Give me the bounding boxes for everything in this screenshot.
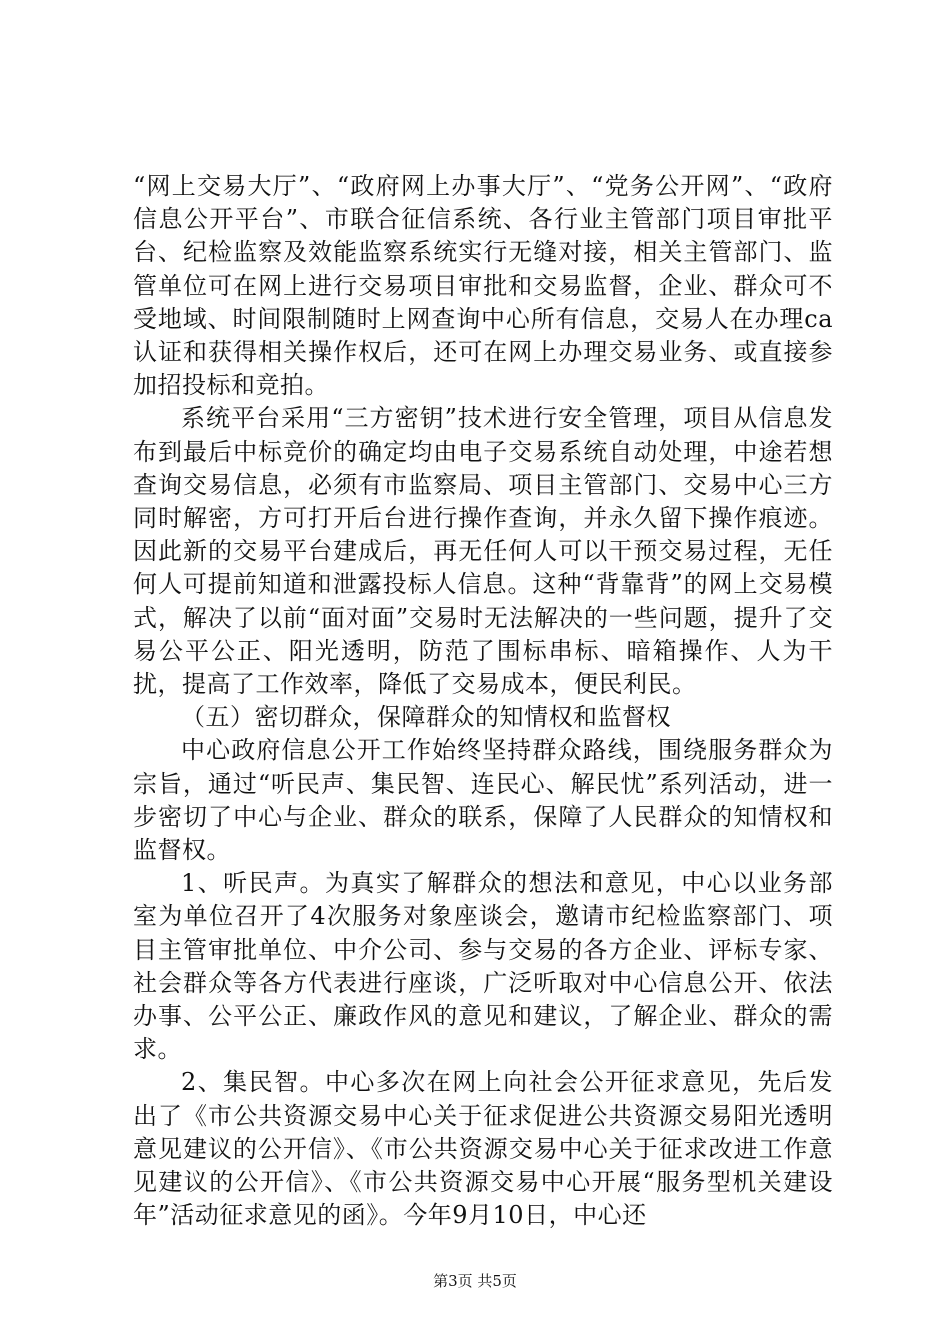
page-number-footer: 第3页 共5页 <box>433 1272 517 1290</box>
document-body <box>133 170 833 1233</box>
section-heading: （五）密切群众，保障群众的知情权和监督权 <box>181 703 671 732</box>
paragraph-5: 2、集民智。中心多次在网上向社会公开征求意见，先后发出了《市公共资源交易中心关于征求促进公共资源交易阳光透明意见建议的公开信》、《市公共资源交易中心关于征求改进工作意见建议的公开信》、《市公共资源交易中心开展“服务型机关建设年”活动征求意见的函》。今年9月10日，中心还 <box>133 1068 833 1230</box>
paragraph-3: 中心政府信息公开工作始终坚持群众路线，围绕服务群众为宗旨，通过“听民声、集民智、连民心、解民忧”系列活动，进一步密切了中心与企业、群众的联系，保障了人民群众的知情权和监督权。 <box>133 736 833 865</box>
paragraph-1: “网上交易大厅”、“政府网上办事大厅”、“党务公开网”、“政府信息公开平台”、市联合征信系统、各行业主管部门项目审批平台、纪检监察及效能监察系统实行无缝对接，相关主管部门、监管单位可在网上进行交易项目审批和交易监督，企业、群众可不受地域、时间限制随时上网查询中心所有信息，交易人在办理ca认证和获得相关操作权后，还可在网上办理交易业务、或直接参加招投标和竞拍。 <box>133 172 833 400</box>
paragraph-2: 系统平台采用“三方密钥”技术进行安全管理，项目从信息发布到最后中标竞价的确定均由电子交易系统自动处理，中途若想查询交易信息，必须有市监察局、项目主管部门、交易中心三方同时解密，方可打开后台进行操作查询，并永久留下操作痕迹。因此新的交易平台建成后，再无任何人可以干预交易过程，无任何人可提前知道和泄露投标人信息。这种“背靠背”的网上交易模式，解决了以前“面对面”交易时无法解决的一些问题，提升了交易公平公正、阳光透明，防范了围标串标、暗箱操作、人为干扰，提高了工作效率，降低了交易成本，便民利民。 <box>133 404 833 699</box>
paragraph-4: 1、听民声。为真实了解群众的想法和意见，中心以业务部室为单位召开了4次服务对象座谈会，邀请市纪检监察部门、项目主管审批单位、中介公司、参与交易的各方企业、评标专家、社会群众等各方代表进行座谈，广泛听取对中心信息公开、依法办事、公平公正、廉政作风的意见和建议，了解企业、群众的需求。 <box>133 869 833 1064</box>
